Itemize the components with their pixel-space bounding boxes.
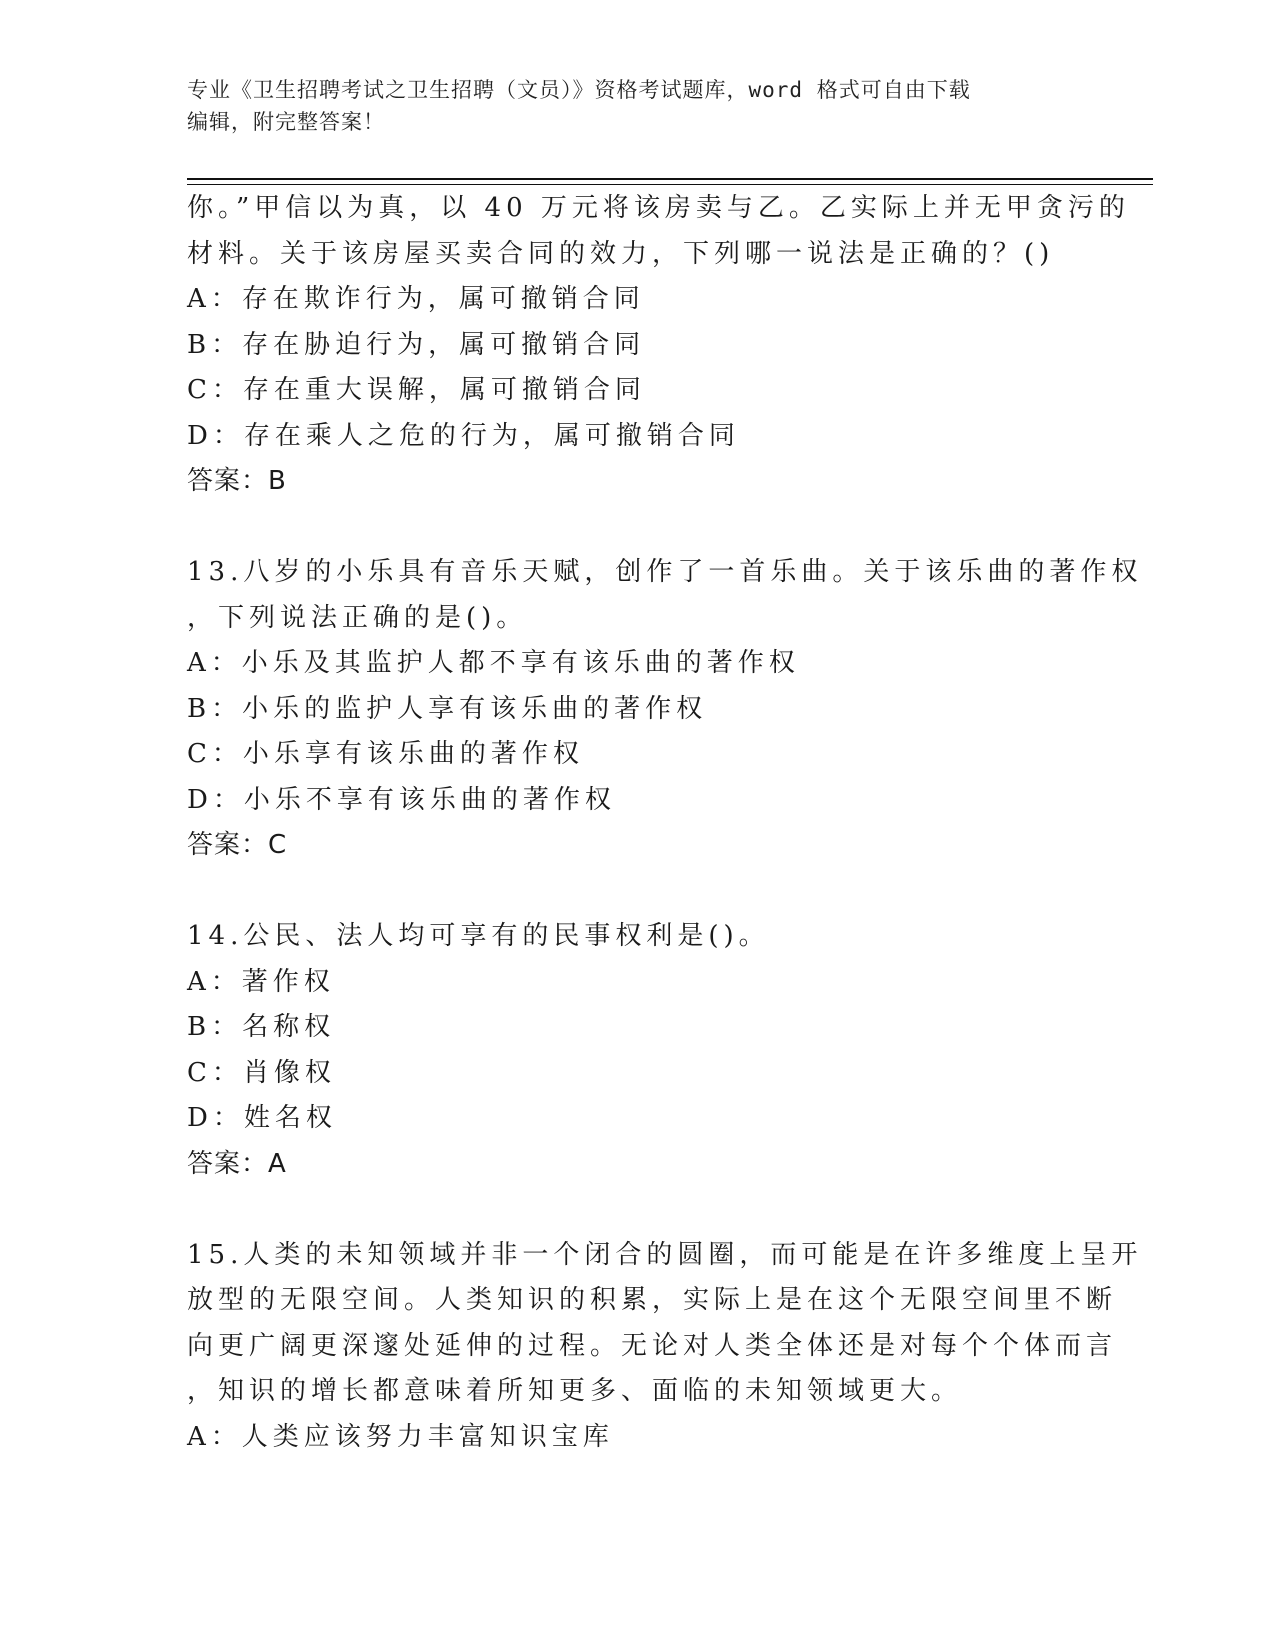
option-a: A：存在欺诈行为，属可撤销合同 <box>187 284 645 314</box>
option-d: D：小乐不享有该乐曲的著作权 <box>187 784 616 815</box>
spacer <box>187 869 1087 915</box>
question-stem-line: 你。”甲信以为真，以 40 万元将该房卖与乙。乙实际上并无甲贪污的 <box>187 193 1130 223</box>
question-stem-line: 13.八岁的小乐具有音乐天赋，创作了一首乐曲。关于该乐曲的著作权 <box>187 557 1143 587</box>
page-header <box>187 74 1067 138</box>
question-12 <box>187 186 1130 505</box>
question-15 <box>187 1233 1143 1461</box>
option-a: A：著作权 <box>187 966 335 997</box>
option-a: A：小乐及其监护人都不享有该乐曲的著作权 <box>187 648 800 678</box>
spacer <box>187 1187 1087 1233</box>
option-c: C：肖像权 <box>187 1057 336 1088</box>
header-line-2: 编辑，附完整答案！ <box>187 110 385 134</box>
question-stem-line: 向更广阔更深邃处延伸的过程。无论对人类全体还是对每个个体而言 <box>187 1330 1118 1361</box>
answer-line: 答案：C <box>187 830 288 860</box>
option-d: D：存在乘人之危的行为，属可撤销合同 <box>187 420 740 451</box>
question-13 <box>187 550 1143 869</box>
question-stem-line: 放型的无限空间。人类知识的积累，实际上是在这个无限空间里不断 <box>187 1285 1118 1315</box>
answer-line: 答案：A <box>187 1148 287 1179</box>
question-14 <box>187 914 1087 1187</box>
question-stem-line: 14.公民、法人均可享有的民事权利是()。 <box>187 921 770 951</box>
option-b: B：名称权 <box>187 1012 336 1042</box>
question-stem-line: ，下列说法正确的是()。 <box>187 602 528 633</box>
question-stem-line: 材料。关于该房屋买卖合同的效力，下列哪一说法是正确的？() <box>187 238 1055 269</box>
option-c: C：小乐享有该乐曲的著作权 <box>187 739 584 769</box>
question-stem-line: 15.人类的未知领域并非一个闭合的圆圈，而可能是在许多维度上呈开 <box>187 1239 1143 1270</box>
question-stem-line: ，知识的增长都意味着所知更多、面临的未知领域更大。 <box>187 1376 963 1406</box>
option-b: B：存在胁迫行为，属可撤销合同 <box>187 329 646 360</box>
question-content <box>187 186 1143 1460</box>
header-line-1: 专业《卫生招聘考试之卫生招聘（文员）》资格考试题库，word 格式可自由下载 <box>187 78 971 102</box>
header-rule-thick <box>187 178 1153 180</box>
option-c: C：存在重大误解，属可撤销合同 <box>187 375 646 405</box>
option-a: A：人类应该努力丰富知识宝库 <box>187 1421 614 1452</box>
answer-line: 答案：B <box>187 466 287 496</box>
option-b: B：小乐的监护人享有该乐曲的著作权 <box>187 693 708 724</box>
option-d: D：姓名权 <box>187 1103 337 1133</box>
header-rule-thin <box>187 184 1153 185</box>
spacer <box>187 505 1087 551</box>
